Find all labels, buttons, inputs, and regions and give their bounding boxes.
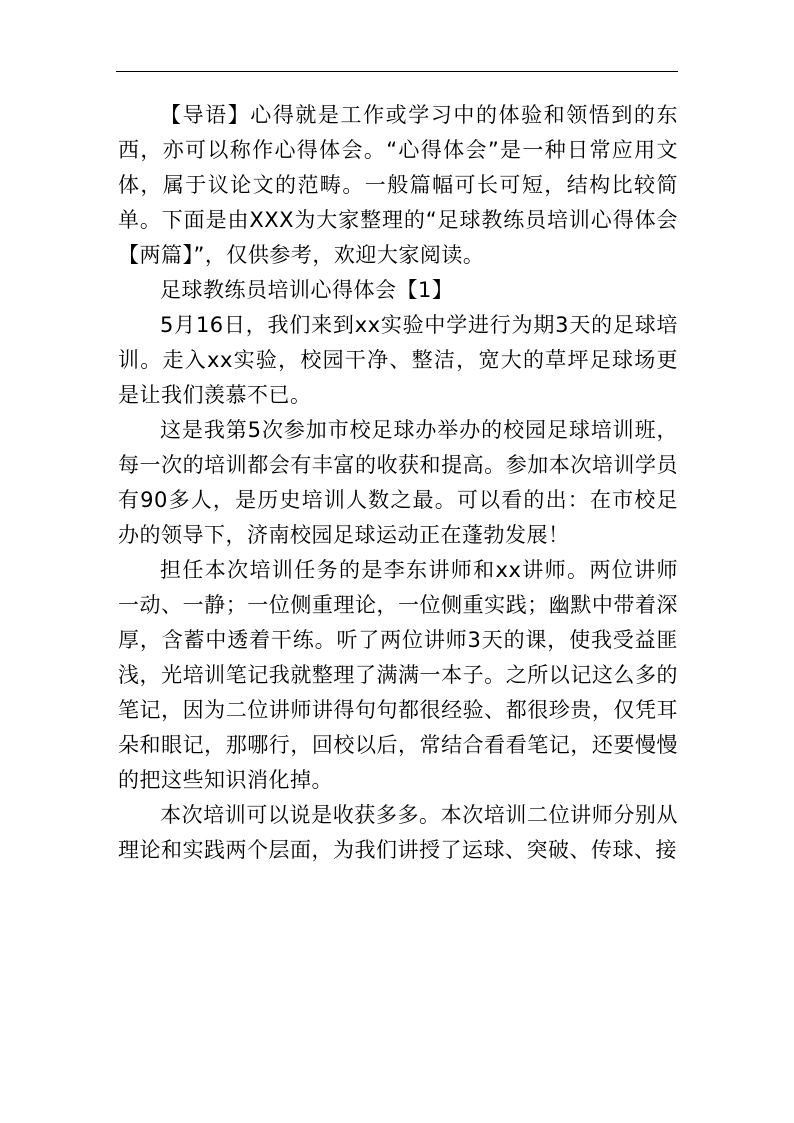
body-paragraph: 担任本次培训任务的是李东讲师和xx讲师。两位讲师一动、一静；一位侧重理论，一位侧重实践；幽默中带着深厚，含蓄中透着干练。听了两位讲师3天的课，使我受益匪浅，光培训笔记我就整理了满满一本子。之所以记这么多的笔记，因为二位讲师讲得句句都很经验、都很珍贵，仅凭耳朵和眼记，那哪行，回校以后，常结合看看笔记，还要慢慢的把这些知识消化掉。	[118, 558, 678, 792]
section-heading: 足球教练员培训心得体会【1】	[160, 278, 454, 302]
body-paragraph: 5月16日，我们来到xx实验中学进行为期3天的足球培训。走入xx实验，校园干净、整洁，宽大的草坪足球场更是让我们羡慕不已。	[118, 313, 678, 407]
intro-paragraph: 【导语】心得就是工作或学习中的体验和领悟到的东西，亦可以称作心得体会。“心得体会”是一种日常应用文体，属于议论文的范畴。一般篇幅可长可短，结构比较简单。下面是由XXX为大家整理的“足球教练员培训心得体会【两篇】”，仅供参考，欢迎大家阅读。	[118, 103, 678, 267]
body-paragraph: 本次培训可以说是收获多多。本次培训二位讲师分别从理论和实践两个层面，为我们讲授了运球、突破、传球、接	[118, 803, 678, 862]
header-rule	[116, 71, 678, 72]
body-paragraph: 这是我第5次参加市校足球办举办的校园足球培训班，每一次的培训都会有丰富的收获和提高。参加本次培训学员有90多人，是历史培训人数之最。可以看的出：在市校足办的领导下，济南校园足球运动正在蓬勃发展！	[118, 418, 678, 547]
document-body	[118, 98, 678, 868]
